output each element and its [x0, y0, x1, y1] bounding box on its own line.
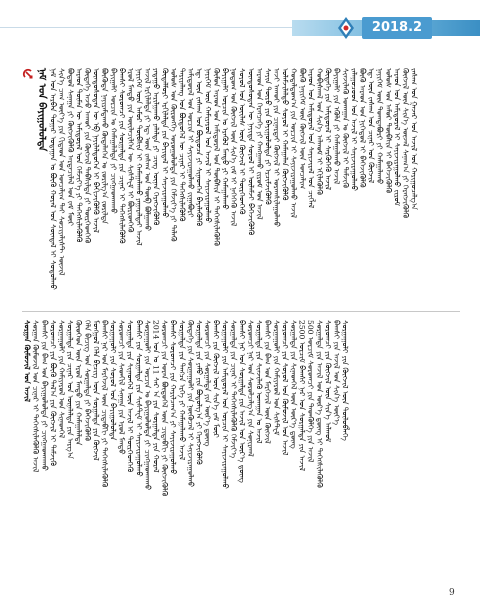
text-line: ᠠᠷᠠᠳ ᠲᠦᠮᠡᠨ ᠦ ᠠᠮᠢᠳᠤᠷᠠᠯ ᠤᠨ ᠬᠡᠮᠵᠢᠶ᠎ᠡ ᠶᠢ ᠳᠡᠭᠡᠭᠰᠢᠯᠡᠭᠦᠯᠬᠦ: [74, 68, 84, 243]
text-line: ᠡᠳ᠋ ᠦᠨ ᠵᠠᠰᠠᠭ ᠤᠨ ᠪᠦᠲᠦᠴᠡ ᠶᠢ ᠰᠢᠨᠡᠳᠬᠡᠨ ᠪᠡᠶᠡᠯᠡᠭᠦᠯᠬᠦ: [194, 68, 204, 227]
text-line: ᠰᠣᠶᠣᠯ ᠤᠨ ᠦᠢᠯᠡᠰ ᠦᠨ ᠬᠥᠭᠵᠢᠯ ᠢ ᠲᠦᠷᠭᠡᠳᠬᠡᠬᠦ: [237, 68, 247, 215]
text-line: ᠰᠤᠷᠤᠭᠴᠢ ᠶᠢᠨ ᠪᠦᠬᠦ ᠲᠠᠯ᠎ᠠ ᠶᠢᠨ ᠬᠥᠭᠵᠢᠯ ᠢ ᠳᠡᠮᠵᠢᠬᠦ: [48, 320, 58, 467]
text-line: ᠪᠠᠶᠢᠭᠠᠯᠢ ᠣᠷᠴᠢᠨ ᠤ ᠡᠷᠡᠭᠦᠯ ᠮᠡᠨᠳᠦ ᠶᠢ ᠬᠠᠮᠠᠭᠠᠯᠠᠬᠤ: [220, 68, 230, 210]
text-line: ᠰᠤᠷᠭᠠᠯᠲᠠ ᠶᠢᠨ ᠰᠢᠨᠡᠳᠭᠡᠯ ᠦᠨ ᠠᠵᠢᠯ ᠢ ᠲᠦᠷᠭᠡᠳᠬᠡᠬᠦ: [125, 320, 135, 473]
text-line: ᠬᠥᠭᠵᠢᠯ ᠦᠨ ᠰᠢᠨ᠎ᠡ ᠦᠵᠡᠯ ᠰᠠᠨᠠᠭ᠎ᠠ ᠶᠢ ᠬᠡᠷᠡᠭᠵᠢᠭᠦᠯᠬᠦ: [400, 68, 410, 219]
text-line: ᠪᠠᠶᠢᠭᠠᠯᠢ ᠶᠢᠨ ᠡᠬᠦᠯᠡ ᠶᠢ ᠬᠠᠮᠠᠭᠠᠯᠠᠬᠤ ᠠᠵᠢᠯ: [332, 68, 342, 185]
text-line: ᠠᠷᠠᠳ ᠤᠨ ᠠᠮᠢᠳᠤᠷᠠᠯ ᠤᠨ ᠰᠠᠶᠢᠵᠢᠷᠠᠯ ᠤᠨ ᠴᠢᠭᠯᠡᠯ: [306, 68, 316, 209]
text-line: 500 ᠣᠷᠴᠢᠮ ᠰᠤᠷᠤᠭᠴᠢ ᠶᠢᠨ ᠲᠡᠳᠬᠦᠯᠭᠡ ᠶᠢᠨ ᠠᠵᠢᠯ: [306, 320, 316, 463]
text-line: ᠰᠤᠷᠭᠠᠨ ᠬᠥᠮᠦᠵᠢᠯ ᠤᠨ ᠴᠢᠨᠠᠷ ᠢ ᠳᠡᠭᠡᠭᠰᠢᠯᠡᠭᠦᠯᠬᠦ ᠠᠵᠢᠯ: [31, 320, 41, 473]
text-line: ᠡᠷᠦᠯ ᠮᠡᠨᠳᠦ ᠶᠢᠨ ᠦᠢᠯᠡᠴᠢᠯᠭᠡᠨ ᠦ ᠰᠢᠰᠲ᠋ᠧᠮ ᠢ ᠪᠦᠷᠢᠳᠬᠡᠬᠦ: [125, 68, 135, 233]
text-line: ᠰᠤᠷᠭᠠᠭᠤᠯᠢ ᠶᠢᠨ ᠬᠠᠮᠢᠶᠠᠷᠤᠯ ᠤᠨ ᠰᠢᠰᠲ᠋ᠧᠮ: [271, 320, 281, 436]
text-line: ᠰᠢᠨᠵᠢᠯᠡᠬᠦ ᠤᠬᠠᠭᠠᠨ ᠤ ᠬᠥᠭᠵᠢᠯ ᠢ ᠳᠡᠮᠵᠢᠬᠦ: [340, 68, 350, 189]
text-line: ᠤᠯᠤᠰ ᠤᠨ ᠠᠮᠤᠷ ᠲᠦᠪᠰᠢᠨ ᠢ ᠪᠡᠬᠡᠵᠢᠭᠦᠯᠬᠦ: [383, 68, 393, 194]
text-line: ᠪᠠᠭᠰᠢ ᠨᠠᠷ ᠤᠨ ᠰᠤᠷᠭᠠᠯᠲᠠ ᠶᠢᠨ ᠠᠵᠢᠯ ᠤᠨ ᠦᠷ᠎ᠡ ᠳ᠋ᠦᠩ: [237, 320, 247, 483]
text-line: ᠰᠤᠷᠤᠭᠴᠢ ᠶᠢᠨ ᠤᠷᠠᠨ ᠪᠦᠲᠦᠭᠡᠯ ᠦᠨ ᠴᠢᠳᠠᠪᠬᠢ ᠶᠢ ᠬᠥᠭᠵᠢᠭᠦᠯᠬᠦ: [160, 320, 170, 497]
text-line: ᠠᠷᠠᠳ ᠤᠨ ᠬᠡᠷᠡᠭᠴᠡᠭᠡ ᠶᠢ ᠬᠠᠩᠭᠠᠬᠤ ᠵᠢᠷᠤᠮ ᠤᠨ ᠠᠵᠢᠯ: [254, 68, 264, 220]
text-line: ᠪᠦᠬᠦ ᠨᠡᠶᠢᠭᠡᠮ ᠦᠨ ᠬᠥᠭᠵᠢᠯ ᠦᠨ ᠣᠨᠴᠠᠯᠢᠭ: [297, 68, 307, 190]
text-line: ᠬᠤᠪᠢᠰᠬᠠᠯ ᠤᠨ ᠰᠢᠨ᠎ᠡ ᠠᠯᠬᠤᠮ ᠢ ᠡᠬᠢᠯᠡᠭᠦᠯᠬᠦ: [315, 68, 324, 196]
text-line: ᠪᠠᠭᠰᠢ ᠶᠢᠨ ᠰᠤᠷᠭᠠᠯᠲᠠ ᠶᠢᠨ ᠰᠢᠰᠲ᠋ᠧᠮ ᠢ ᠰᠠᠶᠢᠵᠢᠷᠠᠭᠤᠯᠬᠤ: [134, 320, 144, 477]
page-number: 9: [449, 588, 455, 598]
text-line: ᠰᠤᠷᠭᠠᠭᠤᠯᠢ ᠶᠢᠨ ᠰᠣᠶᠣᠯ ᠤᠨ ᠪᠠᠶᠢᠭᠤᠯᠤᠯᠲᠠ: [108, 320, 118, 441]
text-line: ᠪᠠᠭᠰᠢ ᠰᠤᠷᠤᠭᠴᠢ ᠶᠢᠨ ᠬᠠᠷᠢᠯᠴᠠᠭ᠎ᠠ ᠶᠢ ᠰᠠᠶᠢᠵᠢᠷᠠᠭᠤᠯᠬᠤ: [168, 320, 178, 475]
text-line: ᠰᠤᠷᠤᠭᠴᠢ ᠶᠢᠨ ᠬᠥᠭᠵᠢᠯ ᠦᠨ ᠰᠢᠨ᠎ᠡ ᠠᠯᠬᠤᠮ: [323, 320, 333, 443]
text-line: ᠰᠤᠷᠤᠭᠴᠢ ᠨᠠᠷ ᠤᠨ ᠰᠤᠷᠤᠯᠴᠠᠯᠭ᠎ᠠ ᠶᠢᠨ ᠰᠣᠨᠢᠷᠬᠠᠯ: [246, 320, 256, 457]
text-line: ᠡᠳ᠋ ᠦᠨ ᠵᠠᠰᠠᠭ ᠤᠨ ᠴᠢᠨᠠᠷ ᠤᠨ ᠬᠥᠭᠵᠢᠯ: [366, 68, 376, 184]
text-line: ᠦᠨᠳᠦᠰᠦᠲᠡᠨ ᠦ ᠨᠡᠶᠢᠲᠡ ᠰᠣᠶᠣᠯ ᠢ ᠦᠯᠡᠮᠵᠢ ᠪᠡᠬᠡᠵᠢᠭᠦᠯᠬᠦ: [246, 68, 256, 236]
text-line: ᠰᠤᠷᠭᠠᠯᠲᠠ ᠶᠢᠨ ᠰᠢᠨᠡᠳᠭᠡᠯ ᠦᠨ ᠦᠷ᠎ᠡ ᠳ᠋ᠦᠩ: [289, 320, 298, 449]
section-subheading: ᠰᠤᠷᠭᠠᠨ ᠬᠥᠮᠦᠵᠢᠯ ᠤᠨ ᠠᠵᠢᠯ: [22, 320, 32, 403]
article-title-text: ᠨᠠᠮ ᠤᠨ ᠪᠠᠶᠢᠭᠤᠯᠤᠯᠲᠠ: [36, 68, 47, 152]
text-line: ᠪᠠᠭᠰᠢ ᠶᠢᠨ ᠠᠵᠢᠯ ᠤᠨ ᠰᠢᠨ᠎ᠡ ᠦᠶ᠎ᠡ: [331, 320, 341, 426]
hammer-sickle-icon: [22, 68, 34, 80]
section-divider: [22, 311, 460, 312]
text-line: ᠮᠣᠩᠭᠣᠯ ᠬᠡᠯᠡ ᠪᠢᠴᠢᠭ ᠦᠨ ᠰᠤᠷᠭᠠᠯᠲᠠ ᠶᠢᠨ ᠬᠥᠭᠵᠢᠯ: [91, 320, 101, 461]
text-line: ᠵᠠᠯᠠᠭᠤᠴᠤᠳ ᠤᠨ ᠠᠵᠢᠯ ᠢ ᠰᠠᠶᠢᠵᠢᠷᠠᠭᠤᠯᠬᠤ: [349, 68, 359, 191]
page-header: [0, 14, 480, 42]
article-top-block: [22, 68, 460, 308]
text-line: ᠰᠠᠶᠢᠨ ᠲᠥᠷᠥ ᠶᠢᠨ ᠪᠠᠶᠢᠭᠤᠯᠤᠯᠲᠠ ᠶᠢ ᠡᠷᠴᠢᠮᠵᠢᠭᠦᠯᠬᠦ: [263, 68, 273, 205]
text-line: ᠨᠡᠶᠢᠭᠡᠮ ᠦᠨ ᠬᠠᠮᠢᠶᠠᠷᠤᠯ ᠤᠨ ᠠᠵᠢᠯ ᠢ ᠰᠠᠶᠢᠵᠢᠷᠠᠭᠤᠯᠬᠤ: [203, 68, 213, 223]
text-line: ᠨᠤᠲᠤᠭ ᠤᠨ ᠬᠥᠭᠵᠢᠯ ᠦᠨ ᠰᠢᠨ᠎ᠡ ᠵᠠᠮ ᠢ ᠨᠡᠭᠡᠭᠡᠬᠦ ᠠᠵᠢᠯ: [229, 68, 239, 227]
text-line: ᠰᠤᠷᠭᠠᠯᠲᠠ ᠶᠢᠨ ᠲᠡᠩᠴᠡ ᠡᠷᠬᠡ ᠶᠢ ᠬᠠᠮᠠᠭᠠᠯᠠᠬᠤ ᠠᠵᠢᠯ: [177, 320, 187, 461]
text-line: ᠬᠦᠮᠦᠨ ᠠᠷᠠᠳ ᠤᠨ ᠠᠮᠢᠳᠤᠷᠠᠯ ᠤᠨ ᠲᠦᠪᠰᠢᠨ ᠢ ᠳᠡᠭᠡᠭᠰᠢᠯᠡᠭᠦᠯᠬᠦ: [211, 68, 221, 247]
text-line: ᠬᠥᠳᠡᠭᠡ ᠶᠢᠨ ᠰᠤᠷᠭᠠᠭᠤᠯᠢ ᠶᠢᠨ ᠨᠥᠬᠦᠴᠡᠯ ᠢ ᠰᠠᠶᠢᠵᠢᠷᠠᠭᠤᠯᠬᠤ: [185, 320, 195, 488]
text-line: ᠬᠦᠦᠬᠡᠳ ᠦᠨ ᠡᠷᠦᠯ ᠮᠡᠨᠳᠦ ᠶᠢᠨ ᠬᠠᠮᠠᠭᠠᠯᠠᠯᠲᠠ: [74, 320, 84, 446]
text-line: ᠬᠥᠳᠡᠭᠡ ᠶᠢᠨ ᠠᠮᠢᠳᠤᠷᠠᠯ ᠢ ᠰᠡᠷᠭᠦᠭᠡᠬᠦ ᠠᠵᠢᠯ: [323, 68, 333, 191]
text-line: ᠠᠮᠢᠳᠤᠷᠠᠯ ᠤᠨ ᠣᠷᠴᠢᠨ ᠢ ᠰᠠᠶᠢᠵᠢᠷᠠᠭᠤᠯᠬᠤ ᠵᠢᠭᠠᠪᠤᠷᠢ: [186, 68, 196, 218]
text-line: ᠰᠤᠷᠤᠭᠴᠢ ᠶᠢᠨ ᠰᠣᠶᠣᠯ ᠤᠨ ᠬᠥᠮᠦᠵᠢᠯ ᠤᠨ ᠠᠵᠢᠯ: [280, 320, 290, 456]
text-line: ᠰᠤᠷᠭᠠᠭᠤᠯᠢ ᠶᠢᠨ ᠠᠮᠢᠳᠤᠷᠠᠯ ᠤᠨ ᠣᠷᠴᠢᠨ ᠢ ᠰᠠᠶᠢᠵᠢᠷᠠᠭᠤᠯᠬᠤ: [220, 320, 230, 489]
text-line: ᠰᠤᠷᠭᠠᠭᠤᠯᠢ ᠶᠢᠨ ᠬᠠᠮᠢᠶᠠᠷᠤᠯ ᠤᠨ ᠰᠢᠨᠡᠳᠭᠡᠯ: [56, 320, 66, 439]
issue-year: 2018.2: [371, 20, 423, 35]
text-line: ᠪᠠᠭᠰᠢ ᠶᠢᠨ ᠪᠠᠭ ᠤᠨ ᠮᠡᠷᠭᠡᠵᠢᠯ ᠦᠨ ᠬᠥᠭᠵᠢᠯ: [263, 320, 273, 444]
text-line: ᠰᠤᠷᠭᠠᠭᠤᠯᠢ ᠶᠢᠨ ᠣᠷᠴᠢᠨ ᠤ ᠪᠠᠶᠢᠭᠤᠯᠤᠯᠲᠠ ᠶᠢ ᠴᠢᠩᠭᠠᠳᠬᠠᠬᠤ: [142, 320, 152, 491]
text-line: ᠤᠯᠤᠰ ᠤᠨ ᠬᠥᠷᠥᠩᠭᠡ ᠣᠷᠣᠭᠤᠯᠤᠯᠲᠠ ᠶᠢᠨ ᠬᠡᠮᠵᠢᠶ᠎ᠡ ᠶᠢ ᠲᠡᠯᠡᠬᠦ: [168, 68, 178, 242]
text-line: ᠰᠤᠷᠭᠠᠭᠤᠯᠢ ᠶᠢᠨ ᠬᠥᠭᠵᠢᠯ ᠦᠨ ᠲᠥᠯᠥᠪᠯᠡᠭᠡ: [340, 320, 350, 441]
text-line: ᠪᠠᠶᠢᠭᠠᠯᠢ ᠣᠷᠴᠢᠨ ᠤ ᠬᠠᠮᠠᠭᠠᠯᠠᠯᠲᠠ ᠶᠢ ᠴᠢᠩᠭᠠᠳᠬᠠᠬᠤ: [108, 68, 118, 214]
text-line: ᠪᠦᠭᠦᠳᠡ ᠨᠠᠶᠢᠷᠠᠮᠳᠠᠬᠤ ᠬᠦᠳᠡᠯᠡᠭᠡᠨ ᠤ ᠵᠤᠷᠢᠯᠭ᠎ᠠ ᠵᠣᠷᠢᠯᠲᠠ: [100, 68, 110, 224]
text-line: ᠠᠵᠢ ᠠᠬᠤᠢ ᠶᠢᠨ ᠴᠢᠨᠠᠷᠲᠠᠢ ᠬᠥᠭᠵᠢᠯ ᠢ ᠤᠷᠠᠭᠰᠢᠯᠠᠭᠤᠯᠬᠤ: [272, 68, 282, 227]
text-line: ᠰᠢᠨ᠎ᠡ ᠴᠠᠭ ᠦᠶ᠎ᠡ ᠶᠢᠨ ᠬᠢᠲᠠᠳ ᠤᠨ ᠣᠨᠴᠠᠯᠢᠭ ᠲᠠᠢ ᠰᠣᠴᠢᠶᠠᠯᠢᠰᠲ ᠦᠵᠢᠯ: [57, 68, 67, 276]
text-line: ᠰᠤᠷᠤᠭᠴᠢ ᠶᠢᠨ ᠰᠡᠳᠬᠢᠯ ᠰᠠᠨᠠᠭᠠ ᠶᠢᠨ ᠡᠷᠦᠯ ᠮᠡᠨᠳᠦ: [117, 320, 127, 455]
text-line: ᠰᠤᠷᠭᠠᠯᠲᠠ ᠶᠢᠨ ᠠᠵᠢᠯ ᠤᠨ ᠦᠷ᠎ᠡ ᠳ᠋ᠦᠩ ᠢ ᠳᠡᠭᠡᠭᠰᠢᠯᠡᠭᠦᠯᠬᠦ: [314, 320, 324, 488]
text-line: ᠬᠥᠳᠡᠯᠮᠦᠷᠢ ᠡᠷᠬᠢᠯᠡᠯᠲᠡ ᠶᠢᠨ ᠪᠠᠶᠢᠳᠠᠯ ᠢ ᠰᠠᠶᠵᠢᠷᠠᠭᠤᠯᠬᠤ: [160, 68, 170, 218]
text-line: ᠬᠥᠳᠡᠭᠡ ᠠᠵᠤ ᠠᠬᠤᠢ ᠶᠢᠨ ᠬᠥᠭᠵᠢᠯ ᠳᠡᠪᠱᠢᠯᠲᠡ ᠶᠢ ᠲᠦᠷᠭᠡᠳᠬᠡᠬᠦ: [82, 68, 92, 244]
text-line: ᠬᠤᠳᠠᠯᠳᠤᠭ᠎ᠠ ᠶᠢᠨ ᠣᠷᠴᠢᠨ ᠢ ᠰᠠᠶᠢᠵᠢᠷᠠᠭᠤᠯᠬᠤ ᠠᠵᠢᠯ: [289, 68, 299, 219]
text-line: ᠨᠡᠶᠢᠭᠡᠮ ᠦᠨ ᠠᠮᠤᠷ ᠲᠦᠪᠰᠢᠨ ᠢ ᠬᠠᠮᠠᠭᠠᠯᠠᠬᠤ ᠶᠠᠭᠠᠷᠠᠯᠲᠠᠢ ᠠᠵᠢᠯ: [134, 68, 144, 246]
text-line: ᠠᠵᠢᠯ ᠡᠷᠬᠢᠯᠡᠯᠲᠡ ᠶᠢ ᠡᠳ᠋ ᠦᠨ ᠵᠠᠰᠠᠭ ᠤᠨ ᠲᠥᠪ ᠪᠣᠯᠭᠠᠬᠤ: [143, 68, 153, 231]
text-line: ᠬᠡᠯᠡ ᠪᠢᠴᠢᠭ ᠤᠨ ᠰᠤᠷᠭᠠᠯᠲᠠ ᠶᠢ ᠪᠡᠬᠡᠵᠢᠭᠦᠯᠬᠦ: [82, 320, 92, 442]
text-line: ᠪᠠᠭᠰᠢ ᠶᠢᠨ ᠪᠠᠭ ᠤᠨ ᠪᠠᠶᠢᠭᠤᠯᠤᠯᠲᠠ ᠶᠢ ᠴᠢᠩᠭᠠᠳᠬᠠᠬᠤ: [39, 320, 49, 471]
text-line: ᠰᠤᠷᠭᠠᠯᠲᠠ ᠶᠢᠨ ᠶᠠᠮᠤ ᠶᠢᠨ ᠪᠣᠳᠣᠯᠭ᠎ᠠ ᠶᠢ ᠬᠡᠷᠡᠭᠵᠢᠭᠦᠯᠬᠦ: [194, 320, 204, 465]
article-title: [22, 68, 48, 308]
party-emblem-icon: [336, 16, 356, 40]
text-line: ᠨᠡᠶᠢᠭᠡᠮ ᠦᠨ ᠲᠤᠭᠲᠠᠪᠤᠷᠢ ᠶᠢ ᠬᠠᠮᠠᠭᠠᠯᠠᠬᠤ: [375, 68, 385, 185]
text-line: ᠪᠠᠭᠰᠢ ᠶᠢᠨ ᠬᠥᠭᠵᠢᠯ ᠦᠨ ᠰᠢᠨ᠎ᠡ ᠵᠠᠮ ᠮᠥᠷ: [211, 320, 221, 438]
text-line: 2014 ᠣᠨ ᠤ 11 ᠰᠠᠷ ᠠ ᠶᠢᠨ ᠰᠤᠷᠭᠠᠯᠲᠠ ᠶᠢᠨ ᠬᠤᠷᠠᠯ: [151, 320, 161, 473]
text-line: ᠰᠤᠷᠭᠠᠯᠲᠠ ᠶᠢᠨ ᠰᠢᠨᠵᠢᠯᠡᠬᠦ ᠤᠬᠠᠭᠠᠨ ᠤ ᠠᠵᠢᠯ: [254, 320, 264, 444]
text-line: ᠰᠤᠷᠭᠠᠯᠲᠠ ᠶᠢᠨ ᠴᠢᠨᠠᠷ ᠢ ᠳᠡᠭᠡᠭᠰᠢᠯᠡᠭᠦᠯᠬᠦ ᠬᠡᠮᠵᠢᠶ᠎ᠡ: [228, 320, 238, 459]
text-line: ᠲᠠᠷᠢᠶᠠᠯᠠᠩ ᠤᠨ ᠪᠦᠲᠦᠭᠡᠯ ᠦ ᠴᠢᠨᠠᠷ ᠢ ᠳᠡᠭᠡᠭᠰᠢᠯᠡᠭᠦᠯᠬᠦ: [177, 68, 187, 222]
text-line: ᠵᠠᠰᠠᠭ ᠤᠨ ᠭᠠᠵᠠᠷ ᠤᠨ ᠠᠵᠢᠯ ᠤᠨ ᠬᠠᠷᠢᠭᠤᠴᠠᠯᠭ᠎ᠠ: [409, 68, 419, 210]
text-line: ᠤᠯᠠᠮᠵᠢᠯᠠᠯᠲᠤ ᠰᠣᠶᠣᠯ ᠢ ᠬᠠᠮᠠᠭᠠᠯᠠᠨ ᠬᠥᠭᠵᠢᠭᠦᠯᠬᠦ: [280, 68, 290, 201]
article-page: [22, 58, 460, 590]
text-line: 2500 ᠣᠷᠴᠢᠮ ᠪᠠᠭᠰᠢ ᠨᠠᠷ ᠤᠨ ᠰᠤᠷᠭᠠᠯᠲᠠ ᠶᠢᠨ ᠠᠵᠢᠯ: [297, 320, 307, 471]
text-line: ᠰᠤᠷᠤᠭᠴᠢ ᠶᠢᠨ ᠰᠤᠷᠭᠠᠯᠲᠠ ᠶᠢᠨ ᠦᠷ᠎ᠡ ᠳ᠋ᠦᠩ: [203, 320, 213, 447]
text-line: ᠦᠨᠳᠦᠰᠦᠲᠡᠨ ᠦ ᠡᠪ ᠨᠡᠶᠢᠯᠡᠯᠳᠦᠭᠡᠨ ᠢ ᠪᠡᠬᠢᠵᠢᠭᠦᠯᠬᠦ ᠠᠵᠢᠯ: [91, 68, 101, 233]
text-line: ᠨᠠᠮ ᠤᠨ ᠠᠷᠪᠠᠨ ᠳᠤᠭᠠᠷ ᠤᠳᠠᠭᠠᠨ ᠤ ᠪᠦᠬᠦ ᠬᠤᠷᠠᠯ ᠤᠨ ᠰᠦᠨᠳᠡᠯ ᠢ ᠰᠤᠳᠤᠯᠬᠤ: [48, 68, 58, 290]
text-line: ᠪᠠᠭᠰᠢ ᠨᠠᠷ ᠤᠨ ᠮᠡᠷᠭᠡᠵᠢᠯ ᠦᠨ ᠴᠢᠳᠠᠪᠬᠢ ᠶᠢ ᠳᠡᠭᠡᠭᠰᠢᠯᠡᠭᠦᠯᠬᠦ: [99, 320, 109, 488]
text-line: ᠪᠠᠭᠰᠢ ᠰᠤᠷᠤᠭᠴᠢ ᠶᠢᠨ ᠰᠤᠷᠭᠠᠯᠲᠠ ᠶᠢᠨ ᠴᠢᠨᠠᠷ ᠢ ᠳᠡᠭᠡᠭᠰᠢᠯᠡᠭᠦᠯᠬᠦ: [117, 68, 127, 244]
text-line: ᠪᠦᠬᠦ ᠠᠷᠠᠳ ᠤᠨ ᠨᠢᠭᠡᠳᠦᠯ ᠢ ᠪᠡᠬᠡᠵᠢᠭᠦᠯᠬᠦ: [357, 68, 367, 188]
text-line: ᠪᠤᠳᠤᠯ ᠰᠠᠨᠠᠭᠠ ᠶᠢ ᠬᠥᠭᠵᠢᠭᠦᠯᠬᠦ ᠠᠷᠳᠠᠴᠢᠯᠠᠯ ᠤᠨ ᠵᠠᠮ ᠮᠥᠷ: [65, 68, 75, 226]
text-line: ᠠᠷᠠᠳ ᠤᠨ ᠠᠮᠢᠳᠤᠷᠠᠯ ᠢ ᠰᠠᠶᠢᠵᠢᠷᠠᠭᠤᠯᠬᠤ ᠵᠢᠷᠤᠮ: [392, 68, 402, 206]
text-line: ᠶᠠᠳᠠᠭᠤ ᠠᠷᠢᠯᠭᠠᠬᠤ ᠶᠠᠯᠠᠯᠲᠠ ᠶᠢ ᠴᠢᠩ ᠦᠨᠡᠨ ᠬᠡᠷᠡᠭᠵᠢᠭᠦᠯᠬᠦ: [151, 68, 161, 226]
article-bottom-block: [22, 320, 460, 588]
text-line: ᠰᠤᠷᠭᠠᠯᠲᠠ ᠶᠢᠨ ᠴᠢᠨᠠᠷ ᠤᠨ ᠦᠨᠡᠯᠡᠯᠲᠡ ᠶᠢᠨ ᠠᠷᠭ᠎ᠠ: [65, 320, 75, 459]
